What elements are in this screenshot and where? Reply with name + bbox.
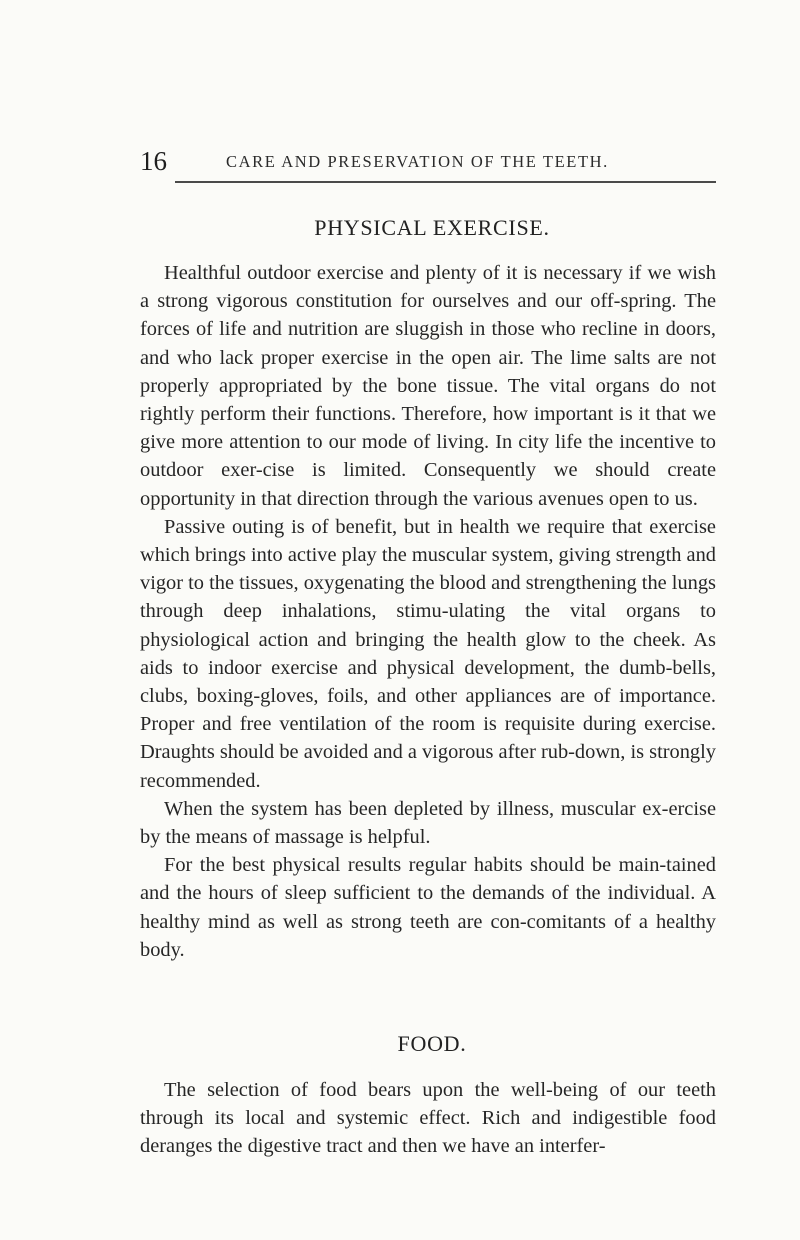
physical-exercise-body <box>140 259 716 964</box>
paragraph: Passive outing is of benefit, but in health we require that exercise which brings into active play the muscular system, giving strength and vigor to the tissues, oxygenating the blood and strengthening the lungs through deep inhalations, stimu-ulating the vital organs to physiological action and bringing the health glow to the cheek. As aids to indoor exercise and physical development, the dumb-bells, clubs, boxing-gloves, foils, and other appliances are of importance. Proper and free ventilation of the room is requisite during exercise. Draughts should be avoided and a vigorous after rub-down, is strongly recommended. <box>140 515 716 792</box>
running-title: CARE AND PRESERVATION OF THE TEETH. <box>226 152 609 171</box>
header-rule <box>175 181 716 183</box>
paragraph: For the best physical results regular habits should be main-tained and the hours of sleep sufficient to the demands of the individual. A healthy mind as well as strong teeth are con-comitants of a healthy body. <box>140 854 716 961</box>
paragraph: When the system has been depleted by illness, muscular ex-ercise by the means of massage is helpful. <box>140 797 716 849</box>
page-number: 16 <box>140 146 167 176</box>
section-title-physical-exercise: PHYSICAL EXERCISE. <box>314 215 550 240</box>
section-title-food: FOOD. <box>397 1031 467 1056</box>
running-head <box>140 146 716 180</box>
paragraph: Healthful outdoor exercise and plenty of it is necessary if we wish a strong vigorous constitution for ourselves and our off-spring. The forces of life and nutrition are sluggish in those who recline in doors, and who lack proper exercise in the open air. The lime salts are not properly appropriated by the bone tissue. The vital organs do not rightly perform their functions. Therefore, how important is it that we give more attention to our mode of living. In city life the incentive to outdoor exer-cise is limited. Consequently we should create opportunity in that direction through the various avenues open to us. <box>140 262 716 510</box>
paragraph: The selection of food bears upon the well-being of our teeth through its local and systemic effect. Rich and indigestible food deranges the digestive tract and then we have an interfer- <box>140 1079 716 1158</box>
food-body <box>140 1076 716 1161</box>
